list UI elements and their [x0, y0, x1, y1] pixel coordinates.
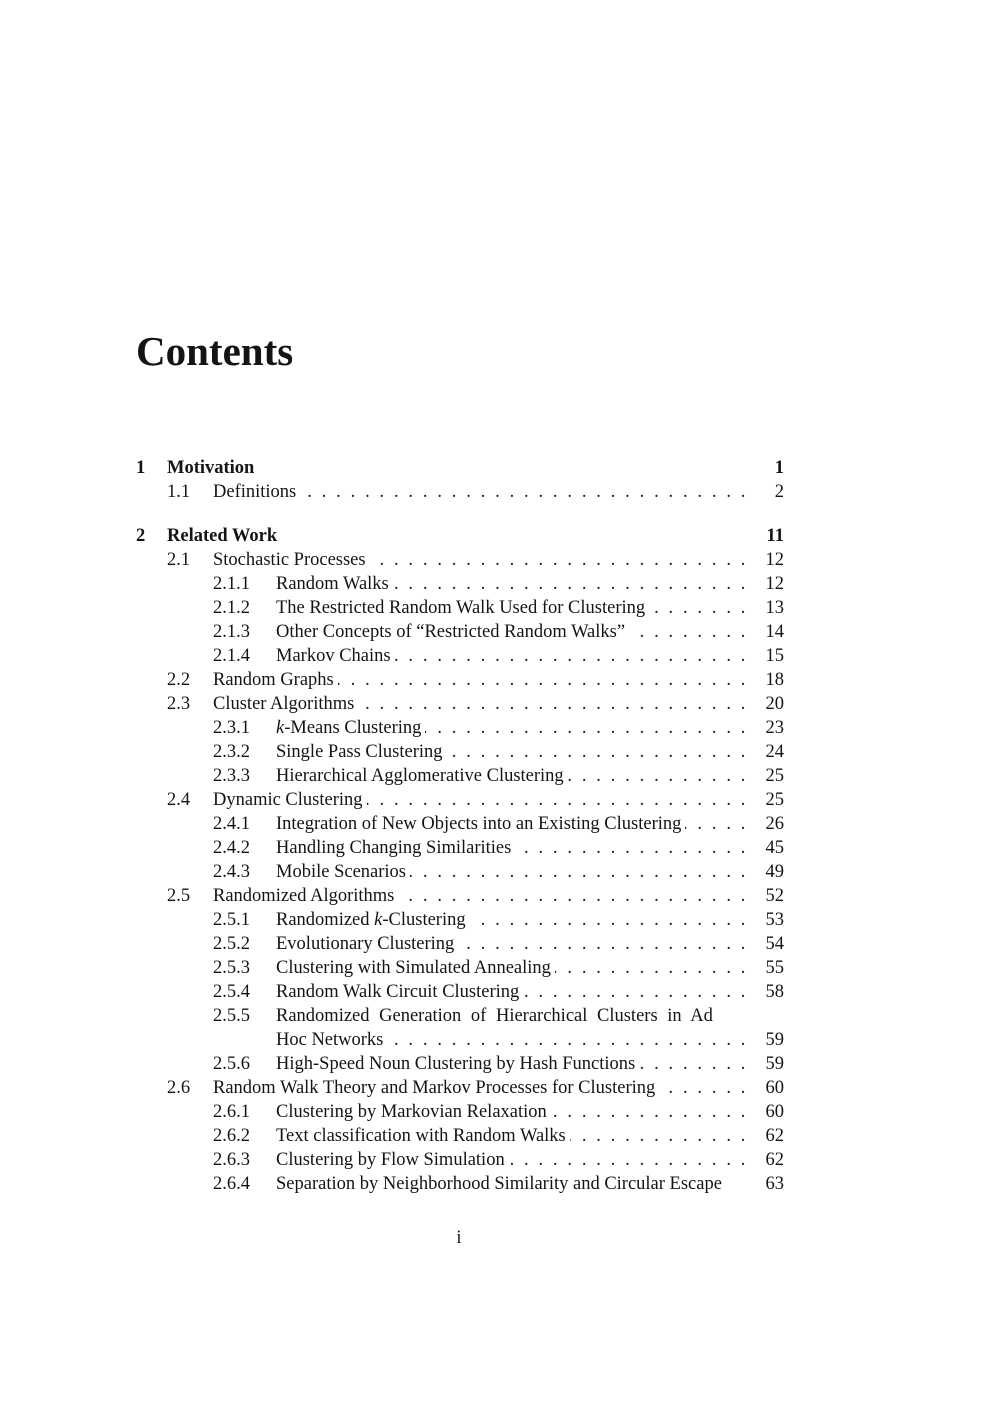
- subsection-title-rest: -Means Clustering: [284, 718, 422, 738]
- leader-dots: [639, 1052, 748, 1076]
- toc-subsection-2-5-4[interactable]: [136, 980, 784, 1004]
- subsection-number: 2.3.2: [213, 742, 250, 762]
- subsection-title: Clustering by Flow Simulation: [276, 1148, 509, 1172]
- subsection-title: Evolutionary Clustering: [276, 932, 458, 956]
- toc-subsection-2-4-2[interactable]: [136, 836, 784, 860]
- section-page: 2: [774, 482, 784, 502]
- toc-subsection-2-1-2[interactable]: [136, 596, 784, 620]
- leader-dots: [685, 812, 748, 836]
- subsection-page: 13: [765, 598, 784, 618]
- subsection-page: 25: [765, 766, 784, 786]
- subsection-page: 60: [765, 1102, 784, 1122]
- section-number: 2.2: [167, 670, 191, 690]
- subsection-title: [276, 716, 425, 740]
- leader-dots: [649, 596, 748, 620]
- section-number: 2.5: [167, 886, 191, 906]
- section-title: Dynamic Clustering: [213, 788, 367, 812]
- subsection-page: 14: [765, 622, 784, 642]
- leader-dots: [470, 908, 748, 932]
- section-title: Stochastic Processes: [213, 548, 370, 572]
- subsection-title: High-Speed Noun Clustering by Hash Functions: [276, 1052, 639, 1076]
- section-number: 1.1: [167, 482, 191, 502]
- toc-subsection-2-4-1[interactable]: [136, 812, 784, 836]
- subsection-number: 2.5.4: [213, 982, 250, 1002]
- section-page: 60: [765, 1078, 784, 1098]
- subsection-page: 54: [765, 934, 784, 954]
- section-number: 2.4: [167, 790, 191, 810]
- toc-subsection-2-6-1[interactable]: [136, 1100, 784, 1124]
- subsection-title: Integration of New Objects into an Existing Clustering: [276, 812, 685, 836]
- leader-dots: [410, 860, 748, 884]
- toc-section-2-6[interactable]: [136, 1076, 784, 1100]
- leader-dots: [568, 764, 748, 788]
- chapter-page: 1: [774, 458, 784, 478]
- subsection-title: Separation by Neighborhood Similarity and Circular Escape: [276, 1174, 722, 1194]
- subsection-title: Single Pass Clustering: [276, 740, 447, 764]
- chapter-number: 2: [136, 526, 146, 546]
- subsection-page: 58: [765, 982, 784, 1002]
- subsection-page: 23: [765, 718, 784, 738]
- subsection-number: 2.6.4: [213, 1174, 250, 1194]
- subsection-title: Markov Chains: [276, 644, 395, 668]
- subsection-title: Random Walk Circuit Clustering: [276, 980, 523, 1004]
- subsection-number: 2.6.2: [213, 1126, 250, 1146]
- math-variable: k: [276, 718, 285, 738]
- section-title: Random Graphs: [213, 668, 338, 692]
- subsection-number: 2.1.4: [213, 646, 250, 666]
- leader-dots: [393, 572, 748, 596]
- leader-dots: [551, 1100, 748, 1124]
- subsection-title: Hierarchical Agglomerative Clustering: [276, 764, 568, 788]
- subsection-page: 62: [765, 1126, 784, 1146]
- chapter-page: 11: [766, 526, 784, 546]
- subsection-page: 62: [765, 1150, 784, 1170]
- subsection-number: 2.4.1: [213, 814, 250, 834]
- subsection-page: 15: [765, 646, 784, 666]
- leader-dots: [338, 668, 748, 692]
- toc-section-1-1[interactable]: [136, 480, 784, 504]
- section-title: Randomized Algorithms: [213, 884, 398, 908]
- section-page: 12: [765, 550, 784, 570]
- toc-subsection-2-5-5[interactable]: [136, 1004, 784, 1028]
- section-number: 2.6: [167, 1078, 191, 1098]
- section-page: 20: [765, 694, 784, 714]
- subsection-page: 26: [765, 814, 784, 834]
- chapter-number: 1: [136, 458, 146, 478]
- leader-dots: [370, 548, 748, 572]
- subsection-page: 53: [765, 910, 784, 930]
- subsection-title: Clustering by Markovian Relaxation: [276, 1100, 551, 1124]
- leader-dots: [387, 1028, 748, 1052]
- toc-subsection-2-6-2[interactable]: [136, 1124, 784, 1148]
- subsection-page: 24: [765, 742, 784, 762]
- toc-subsection-2-1-1[interactable]: [136, 572, 784, 596]
- toc-chapter-2[interactable]: [136, 524, 784, 548]
- toc-section-2-2[interactable]: [136, 668, 784, 692]
- section-page: 18: [765, 670, 784, 690]
- toc-subsection-2-5-2[interactable]: [136, 932, 784, 956]
- leader-dots: [509, 1148, 748, 1172]
- subsection-page: 45: [765, 838, 784, 858]
- toc-section-2-3[interactable]: [136, 692, 784, 716]
- toc-section-2-1[interactable]: [136, 548, 784, 572]
- toc-subsection-2-3-1[interactable]: [136, 716, 784, 740]
- subsection-title-rest: -Clustering: [382, 910, 466, 930]
- leader-dots: [659, 1076, 748, 1100]
- subsection-title: Random Walks: [276, 572, 393, 596]
- leader-dots: [358, 692, 748, 716]
- section-page: 25: [765, 790, 784, 810]
- section-title: Cluster Algorithms: [213, 692, 358, 716]
- toc-subsection-2-5-5-continued[interactable]: [136, 1028, 784, 1052]
- leader-dots: [515, 836, 748, 860]
- page-title: Contents: [136, 328, 294, 374]
- chapter-title: Motivation: [167, 456, 258, 480]
- subsection-number: 2.6.1: [213, 1102, 250, 1122]
- toc-subsection-2-1-3[interactable]: [136, 620, 784, 644]
- subsection-title: Other Concepts of “Restricted Random Walks”: [276, 620, 629, 644]
- subsection-title: Mobile Scenarios: [276, 860, 410, 884]
- leader-dots: [395, 644, 748, 668]
- subsection-page: 63: [765, 1174, 784, 1194]
- subsection-title: Text classification with Random Walks: [276, 1124, 570, 1148]
- subsection-title: Handling Changing Similarities: [276, 836, 515, 860]
- toc-chapter-1[interactable]: [136, 456, 784, 480]
- subsection-number: 2.4.3: [213, 862, 250, 882]
- chapter-title: Related Work: [167, 524, 281, 548]
- leader-dots: [570, 1124, 748, 1148]
- toc-subsection-2-3-2[interactable]: [136, 740, 784, 764]
- math-variable: k: [374, 910, 383, 930]
- subsection-title-pre: Randomized: [276, 910, 375, 930]
- section-title: Definitions: [213, 480, 300, 504]
- subsection-number: 2.3.3: [213, 766, 250, 786]
- subsection-number: 2.1.2: [213, 598, 250, 618]
- subsection-number: 2.6.3: [213, 1150, 250, 1170]
- leader-dots: [367, 788, 748, 812]
- subsection-number: 2.4.2: [213, 838, 250, 858]
- leader-dots: [629, 620, 748, 644]
- toc-subsection-2-3-3[interactable]: [136, 764, 784, 788]
- subsection-number: 2.5.6: [213, 1054, 250, 1074]
- subsection-title-line-2: Hoc Networks: [276, 1028, 387, 1052]
- subsection-number: 2.5.2: [213, 934, 250, 954]
- toc-subsection-2-6-4[interactable]: [136, 1172, 784, 1196]
- subsection-page: 59: [765, 1054, 784, 1074]
- section-number: 2.3: [167, 694, 191, 714]
- toc-subsection-2-5-3[interactable]: [136, 956, 784, 980]
- subsection-title: The Restricted Random Walk Used for Clustering: [276, 596, 649, 620]
- leader-dots: [458, 932, 748, 956]
- subsection-number: 2.1.1: [213, 574, 250, 594]
- toc-subsection-2-5-1[interactable]: [136, 908, 784, 932]
- section-title: Random Walk Theory and Markov Processes for Clustering: [213, 1076, 659, 1100]
- subsection-page: 12: [765, 574, 784, 594]
- toc-section-2-5[interactable]: [136, 884, 784, 908]
- subsection-title: [276, 908, 470, 932]
- section-page: 52: [765, 886, 784, 906]
- leader-dots: [523, 980, 748, 1004]
- subsection-page: 59: [765, 1030, 784, 1050]
- subsection-title: Clustering with Simulated Annealing: [276, 956, 555, 980]
- leader-dots: [447, 740, 748, 764]
- page-number: i: [456, 1228, 462, 1248]
- subsection-title-line-1: Randomized Generation of Hierarchical Clusters in Ad: [276, 1006, 713, 1026]
- subsection-page: 49: [765, 862, 784, 882]
- toc-subsection-2-5-6[interactable]: [136, 1052, 784, 1076]
- toc-subsection-2-1-4[interactable]: [136, 644, 784, 668]
- toc-subsection-2-6-3[interactable]: [136, 1148, 784, 1172]
- toc-section-2-4[interactable]: [136, 788, 784, 812]
- leader-dots: [425, 716, 748, 740]
- subsection-number: 2.3.1: [213, 718, 250, 738]
- toc-subsection-2-4-3[interactable]: [136, 860, 784, 884]
- subsection-number: 2.5.3: [213, 958, 250, 978]
- leader-dots: [300, 480, 748, 504]
- table-of-contents: [136, 0, 784, 1403]
- subsection-page: 55: [765, 958, 784, 978]
- subsection-number: 2.5.5: [213, 1006, 250, 1026]
- subsection-number: 2.1.3: [213, 622, 250, 642]
- leader-dots: [398, 884, 748, 908]
- subsection-number: 2.5.1: [213, 910, 250, 930]
- leader-dots: [555, 956, 748, 980]
- section-number: 2.1: [167, 550, 191, 570]
